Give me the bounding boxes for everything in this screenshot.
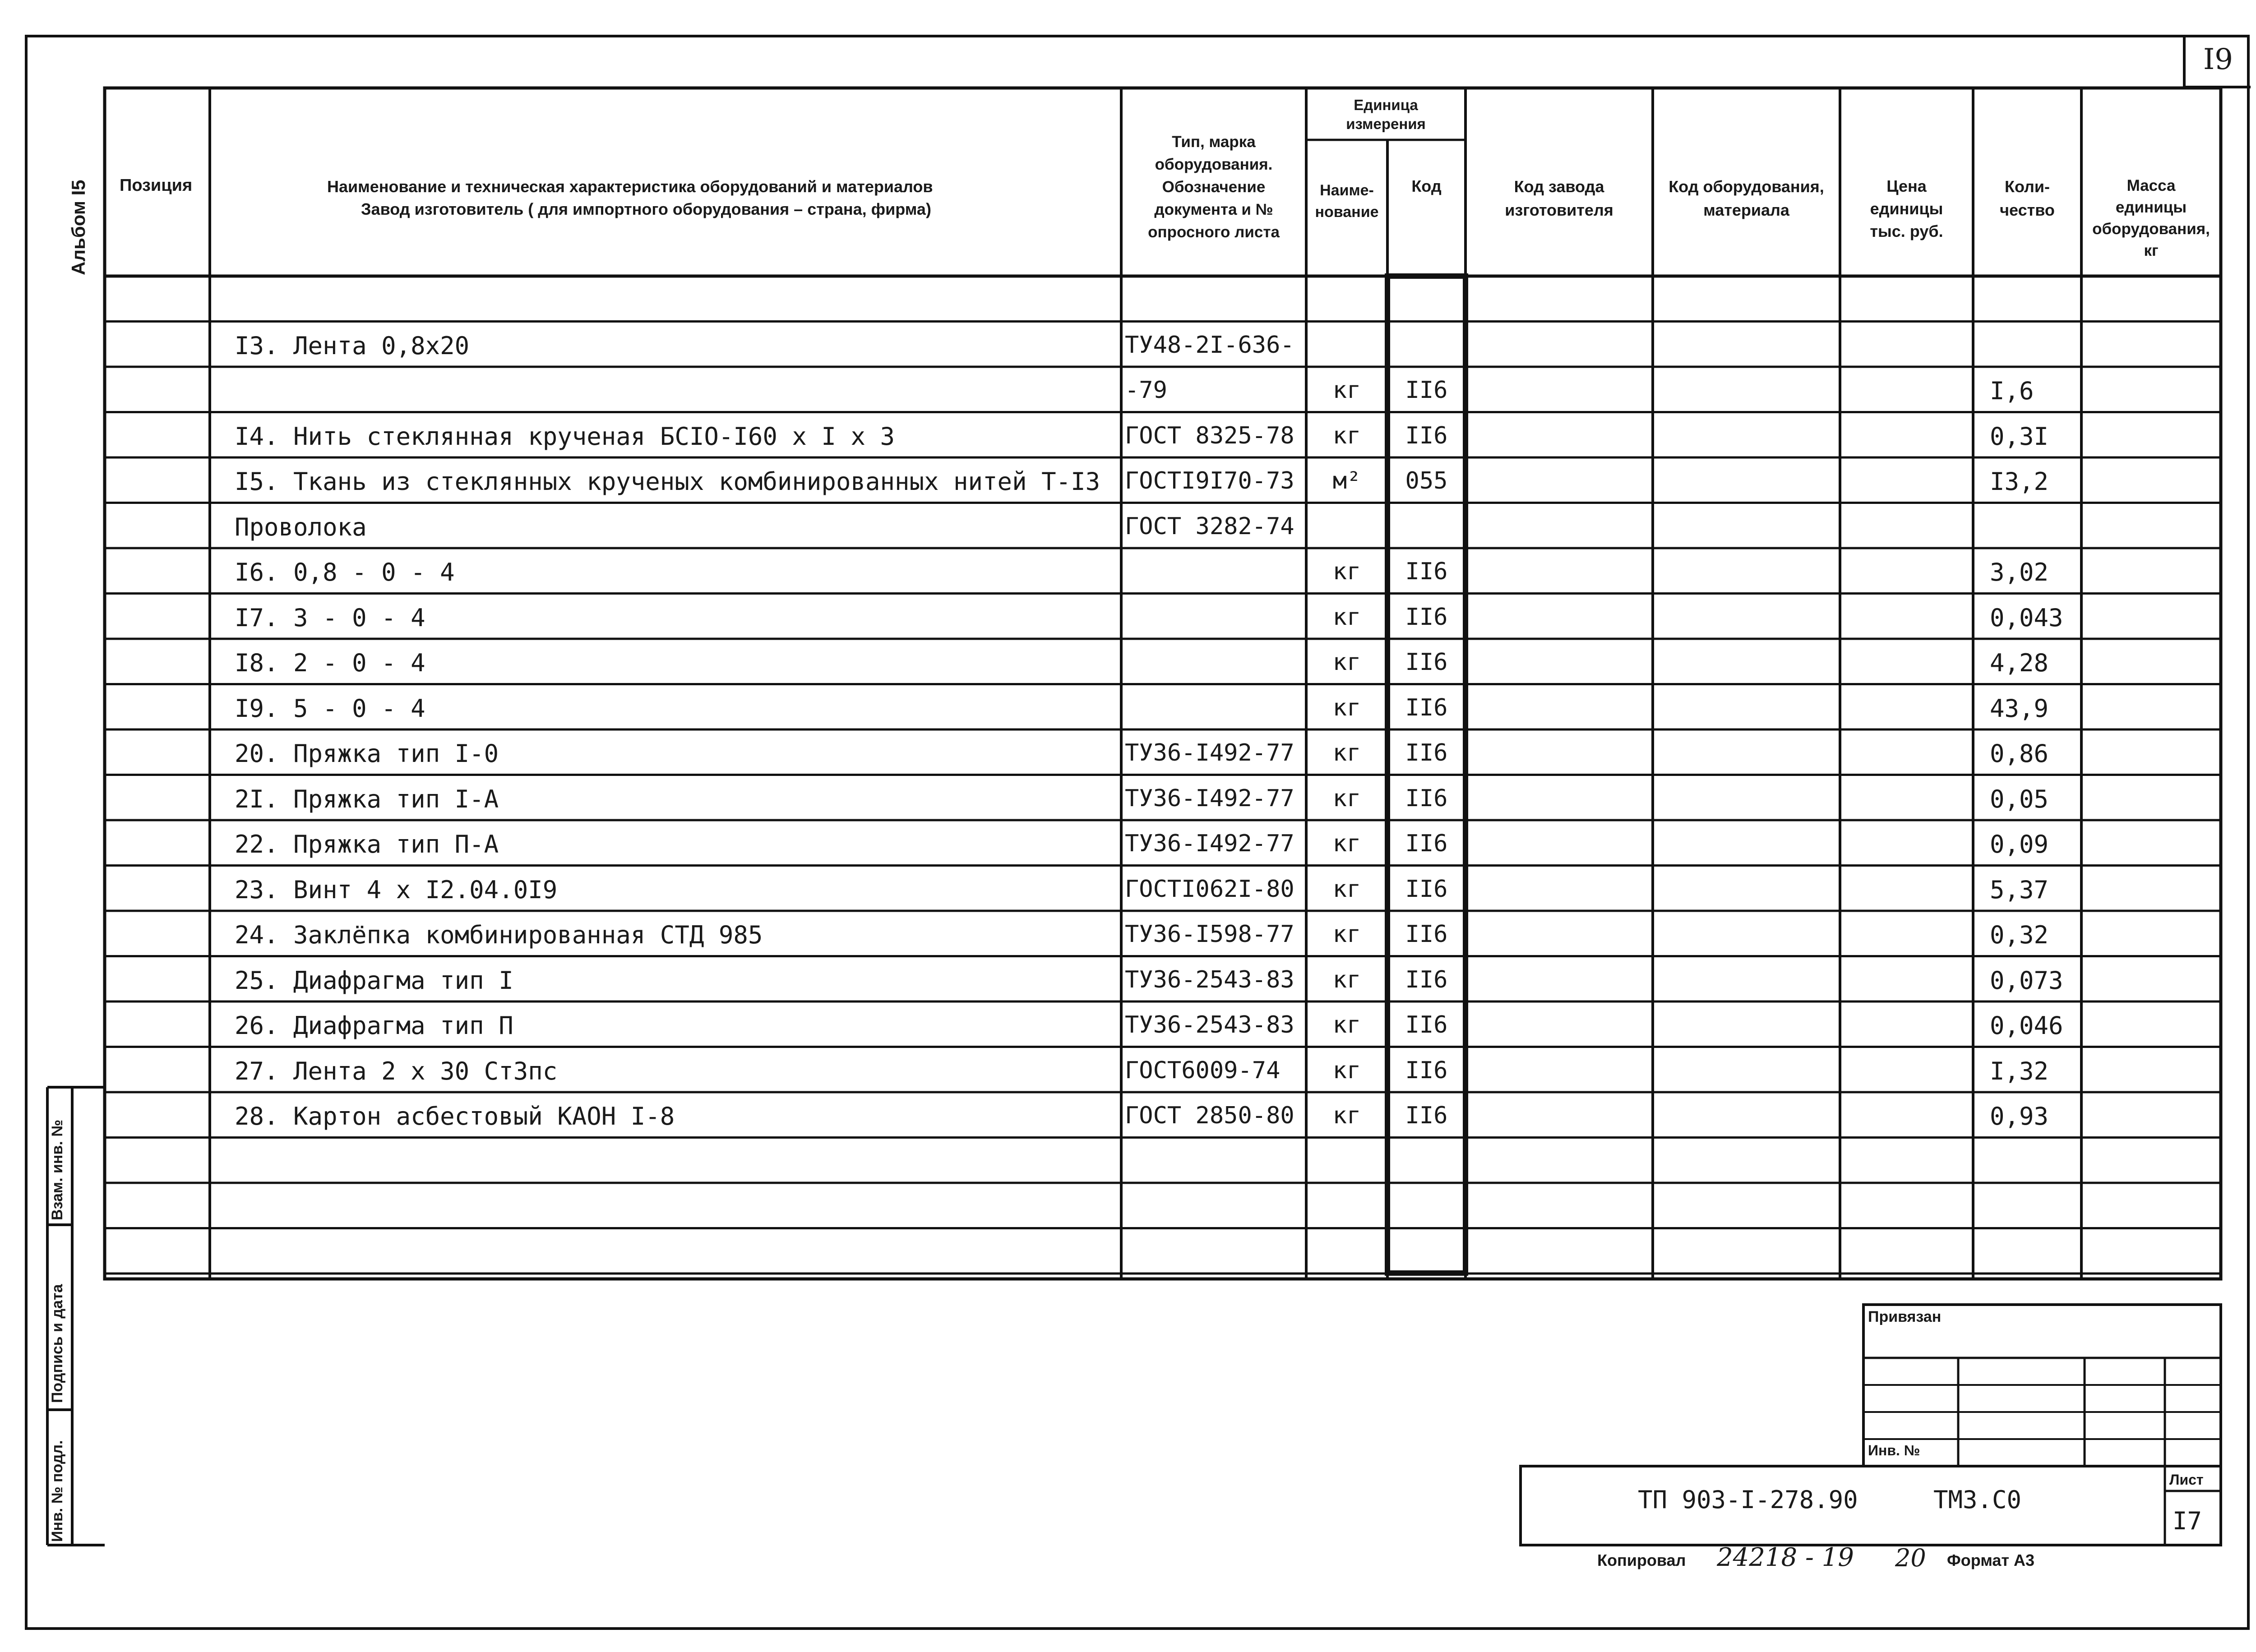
stamp-inv-podl xyxy=(49,1440,66,1542)
header-price-line: единицы xyxy=(1870,199,1943,218)
stamp-vzam xyxy=(49,1120,66,1220)
table-cell-name: 24. Заклёпка комбинированная СТД 985 xyxy=(235,921,763,949)
table-cell-unit: кг xyxy=(1332,603,1361,631)
table-cell-name: 26. Диафрагма тип П xyxy=(235,1011,513,1040)
header-qty-line: Коли- xyxy=(2004,177,2050,196)
page-number: I9 xyxy=(2183,36,2251,88)
title-sheet-label: Лист xyxy=(2169,1472,2204,1488)
header-mass-line: оборудования, xyxy=(2092,220,2210,238)
table-cell-unit: кг xyxy=(1332,558,1361,585)
table-cell-unit: кг xyxy=(1332,649,1361,676)
table-cell-name: I4. Нить стеклянная крученая БСIО-I60 х I х 3 xyxy=(235,422,895,451)
table-cell-qty: 0,046 xyxy=(1990,1011,2063,1040)
header-plant-code xyxy=(1465,175,1653,222)
footer-copy-no: 24218 - 19 xyxy=(1717,1543,1854,1572)
table-cell-doc: ТУ36-I492-77 xyxy=(1125,830,1294,857)
table-cell-qty: 0,32 xyxy=(1990,921,2049,949)
table-cell-doc: ТУ36-I598-77 xyxy=(1125,921,1294,948)
table-cell-unit: кг xyxy=(1332,1102,1361,1129)
table-cell-code: II6 xyxy=(1405,875,1448,903)
table-cell-name: I3. Лента 0,8х20 xyxy=(235,331,470,360)
header-equip-code xyxy=(1653,175,1840,222)
header-unit-line: измерения xyxy=(1346,115,1426,132)
table-cell-doc: ТУ36-I492-77 xyxy=(1125,739,1294,766)
table-cell-code: II6 xyxy=(1405,603,1448,631)
header-qty xyxy=(1973,175,2081,222)
table-cell-name: 25. Диафрагма тип I xyxy=(235,966,513,995)
table-cell-code: II6 xyxy=(1405,649,1448,676)
table-cell-code: II6 xyxy=(1405,921,1448,948)
table-cell-code: II6 xyxy=(1405,694,1448,721)
header-plant-code-line: Код завода xyxy=(1514,177,1604,196)
header-type-line: Тип, марка xyxy=(1172,133,1256,151)
table-cell-qty: I,32 xyxy=(1990,1057,2049,1085)
table-cell-name: 23. Винт 4 х I2.04.0I9 xyxy=(235,875,558,904)
table-cell-code: II6 xyxy=(1405,1057,1448,1084)
table-cell-qty: I3,2 xyxy=(1990,467,2049,496)
title-privyazan: Привязан xyxy=(1868,1308,1942,1325)
header-name-line2: Завод изготовитель ( для импортного оборудования – страна, фирма) xyxy=(361,200,931,218)
table-cell-name: I6. 0,8 - 0 - 4 xyxy=(235,558,455,586)
table-cell-qty: 0,86 xyxy=(1990,739,2049,768)
table-cell-code: II6 xyxy=(1405,784,1448,812)
table-cell-name: I7. 3 - 0 - 4 xyxy=(235,603,425,632)
album-text: Альбом I5 xyxy=(68,180,89,275)
title-sheet-no: I7 xyxy=(2173,1507,2202,1535)
header-type-line: опросного листа xyxy=(1148,223,1280,241)
header-unit-line: Единица xyxy=(1354,97,1418,113)
table-cell-name: 20. Пряжка тип I-0 xyxy=(235,739,499,768)
table-cell-doc: ГОСТ 3282-74 xyxy=(1125,512,1294,540)
table-cell-code: II6 xyxy=(1405,422,1448,449)
table-cell-code: II6 xyxy=(1405,966,1448,993)
table-cell-unit: кг xyxy=(1332,784,1361,812)
table-cell-qty: 4,28 xyxy=(1990,649,2049,677)
title-section: ТМ3.С0 xyxy=(1933,1486,2022,1514)
table-cell-unit: кг xyxy=(1332,739,1361,766)
table-cell-doc: ГОСТ 2850-80 xyxy=(1125,1102,1294,1129)
table-cell-qty: 0,3I xyxy=(1990,422,2049,451)
table-cell-unit: м² xyxy=(1332,467,1361,494)
stamp-vzam-text: Взам. инв. № xyxy=(49,1119,66,1220)
header-type-line: оборудования. xyxy=(1155,156,1273,173)
table-cell-qty: 0,05 xyxy=(1990,784,2049,813)
table-cell-name: 28. Картон асбестовый КАОН I-8 xyxy=(235,1102,675,1131)
table-cell-name: I9. 5 - 0 - 4 xyxy=(235,694,425,723)
table-cell-unit: кг xyxy=(1332,1057,1361,1084)
header-name-line1: Наименование и техническая характеристика оборудований и материалов xyxy=(327,177,933,196)
table-cell-unit: кг xyxy=(1332,875,1361,903)
table-cell-qty: I,6 xyxy=(1990,377,2034,405)
table-cell-qty: 3,02 xyxy=(1990,558,2049,586)
table-cell-doc: -79 xyxy=(1125,377,1167,404)
table-cell-qty: 0,93 xyxy=(1990,1102,2049,1131)
table-cell-doc: ТУ36-I492-77 xyxy=(1125,784,1294,812)
table-cell-name: Проволока xyxy=(235,512,367,541)
table-cell-unit: кг xyxy=(1332,966,1361,993)
header-type xyxy=(1121,131,1306,244)
header-equip-code-line: Код оборудования, xyxy=(1669,177,1824,196)
header-type-line: Обозначение xyxy=(1162,178,1266,196)
table-cell-doc: ТУ36-2543-83 xyxy=(1125,966,1294,993)
header-unit-name-line: нование xyxy=(1315,203,1379,221)
header-plant-code-line: изготовителя xyxy=(1505,201,1613,219)
header-unit-name xyxy=(1306,180,1387,223)
header-unit-name-line: Наиме- xyxy=(1320,182,1374,199)
header-mass xyxy=(2081,175,2221,262)
header-price-line: тыс. руб. xyxy=(1870,222,1943,240)
footer-copied: Копировал xyxy=(1597,1551,1686,1569)
table-cell-code: 055 xyxy=(1405,467,1448,494)
table-cell-code: II6 xyxy=(1405,830,1448,857)
table-cell-name: I8. 2 - 0 - 4 xyxy=(235,649,425,677)
title-designation: ТП 903-I-278.90 xyxy=(1638,1486,1858,1514)
table-cell-code: II6 xyxy=(1405,1102,1448,1129)
table-cell-qty: 5,37 xyxy=(1990,875,2049,904)
table-cell-qty: 0,073 xyxy=(1990,966,2063,995)
title-inv-no: Инв. № xyxy=(1868,1442,1920,1458)
stamp-podpis xyxy=(49,1284,66,1403)
table-cell-doc: ТУ48-2I-636- xyxy=(1125,331,1294,359)
table-cell-unit: кг xyxy=(1332,422,1361,449)
header-price-line: Цена xyxy=(1886,177,1927,195)
table-cell-qty: 0,09 xyxy=(1990,830,2049,858)
footer-copy-no2: 20 xyxy=(1895,1544,1926,1572)
header-type-line: документа и № xyxy=(1154,201,1273,218)
header-mass-line: Масса xyxy=(2127,177,2176,194)
table-cell-doc: ГОСТI062I-80 xyxy=(1125,875,1294,903)
stamp-inv-podl-text: Инв. № подл. xyxy=(49,1440,66,1542)
header-position: Позиция xyxy=(120,176,193,195)
table-cell-doc: ГОСТ6009-74 xyxy=(1125,1057,1281,1084)
album-label xyxy=(68,95,122,275)
header-mass-line: единицы xyxy=(2115,198,2187,216)
table-cell-name: 22. Пряжка тип П-А xyxy=(235,830,499,858)
table-cell-name: I5. Ткань из стеклянных крученых комбинированных нитей Т-I3 xyxy=(235,467,1100,496)
table-cell-name: 27. Лента 2 х 30 Ст3пс xyxy=(235,1057,558,1085)
table-cell-code: II6 xyxy=(1405,377,1448,404)
table-cell-doc: ГОСТ 8325-78 xyxy=(1125,422,1294,449)
table-cell-unit: кг xyxy=(1332,830,1361,857)
header-unit xyxy=(1306,96,1465,134)
table-cell-unit: кг xyxy=(1332,1011,1361,1038)
header-mass-line: кг xyxy=(2144,242,2159,259)
header-unit-code: Код xyxy=(1411,177,1442,195)
footer-format: Формат А3 xyxy=(1947,1551,2035,1569)
header-price xyxy=(1840,175,1973,243)
table-cell-code: II6 xyxy=(1405,739,1448,766)
table-cell-doc: ТУ36-2543-83 xyxy=(1125,1011,1294,1038)
table-cell-code: II6 xyxy=(1405,1011,1448,1038)
header-equip-code-line: материала xyxy=(1703,201,1789,219)
table-cell-code: II6 xyxy=(1405,558,1448,585)
table-cell-qty: 43,9 xyxy=(1990,694,2049,723)
table-cell-unit: кг xyxy=(1332,377,1361,404)
table-cell-qty: 0,043 xyxy=(1990,603,2063,632)
stamp-podpis-text: Подпись и дата xyxy=(49,1284,66,1403)
table-cell-doc: ГОСТI9I70-73 xyxy=(1125,467,1294,494)
table-cell-name: 2I. Пряжка тип I-А xyxy=(235,784,499,813)
header-qty-line: чество xyxy=(2000,201,2055,219)
table-cell-unit: кг xyxy=(1332,921,1361,948)
table-cell-unit: кг xyxy=(1332,694,1361,721)
